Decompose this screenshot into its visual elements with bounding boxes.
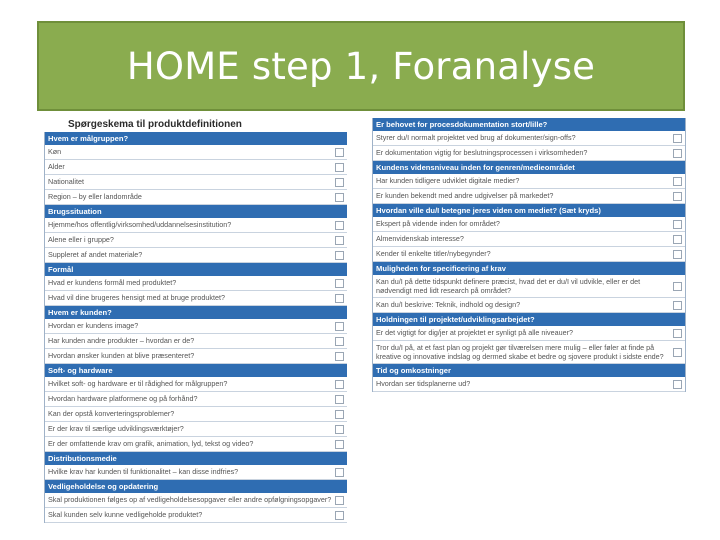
question-row: Ekspert på vidende inden for området? [373, 217, 685, 232]
question-row: Hvad er kundens formål med produktet? [45, 276, 347, 291]
questionnaire-title: Spørgeskema til produktdefinitionen [68, 119, 242, 130]
question-row: Hjemme/hos offentlig/virksomhed/uddannelsesinstitution? [45, 218, 347, 233]
question-row: Tror du/I på, at et fast plan og projekt gør tilværelsen mere mulig – eller føler at finde på kreative og innovative indslag og dermed skabe et bedre og sjovere produkt i sidste ende? [373, 341, 685, 364]
question-row: Skal kunden selv kunne vedligeholde produktet? [45, 508, 347, 523]
section-header: Holdningen til projektet/udviklingsarbejdet? [373, 313, 685, 326]
section-header: Brugssituation [45, 205, 347, 218]
question-row: Er der krav til særlige udviklingsværktøjer? [45, 422, 347, 437]
question-row: Suppleret af andet materiale? [45, 248, 347, 263]
question-row: Almenvidenskab interesse? [373, 232, 685, 247]
question-row: Nationalitet [45, 175, 347, 190]
section-header: Er behovet for procesdokumentation stort/lille? [373, 118, 685, 131]
section-header: Vedligeholdelse og opdatering [45, 480, 347, 493]
section-header: Formål [45, 263, 347, 276]
question-row: Alder [45, 160, 347, 175]
question-row: Kan du/I på dette tidspunkt definere præcist, hvad det er du/I vil udvikle, eller er det nødvendigt med lidt research på området? [373, 275, 685, 298]
section-header: Hvem er målgruppen? [45, 132, 347, 145]
question-row: Hvordan ønsker kunden at blive præsenteret? [45, 349, 347, 364]
section-header: Hvem er kunden? [45, 306, 347, 319]
question-row: Kender til enkelte titler/nybegynder? [373, 247, 685, 262]
question-row: Hvordan hardware platformene og på forhånd? [45, 392, 347, 407]
slide-title-bar [37, 21, 685, 111]
question-row: Hvilket soft- og hardware er til rådighed for målgruppen? [45, 377, 347, 392]
section-header: Muligheden for specificering af krav [373, 262, 685, 275]
question-row: Skal produktionen følges op af vedligeholdelsesopgaver eller andre opfølgningsopgaver? [45, 493, 347, 508]
question-row: Hvad vil dine brugeres hensigt med at bruge produktet? [45, 291, 347, 306]
question-row: Kan der opstå konverteringsproblemer? [45, 407, 347, 422]
question-row: Kan du/I beskrive: Teknik, indhold og design? [373, 298, 685, 313]
question-row: Køn [45, 145, 347, 160]
question-row: Er det vigtigt for dig/jer at projektet er synligt på alle niveauer? [373, 326, 685, 341]
right-section-list [372, 118, 686, 392]
question-row: Styrer du/I normalt projektet ved brug af dokumenter/sign-offs? [373, 131, 685, 146]
section-header: Hvordan ville du/I betegne jeres viden om mediet? (Sæt kryds) [373, 204, 685, 217]
question-row: Har kunden andre produkter – hvordan er de? [45, 334, 347, 349]
question-row: Hvordan ser tidsplanerne ud? [373, 377, 685, 392]
question-row: Er der omfattende krav om grafik, animation, lyd, tekst og video? [45, 437, 347, 452]
section-header: Soft- og hardware [45, 364, 347, 377]
question-row: Hvordan er kundens image? [45, 319, 347, 334]
question-row: Region – by eller landområde [45, 190, 347, 205]
left-section-list [44, 132, 347, 523]
question-row: Har kunden tidligere udviklet digitale medier? [373, 174, 685, 189]
question-row: Er kunden bekendt med andre udgivelser på markedet? [373, 189, 685, 204]
section-header: Tid og omkostninger [373, 364, 685, 377]
section-header: Kundens vidensniveau inden for genren/medieområdet [373, 161, 685, 174]
question-row: Hvilke krav har kunden til funktionalitet – kan disse indfries? [45, 465, 347, 480]
questionnaire-right-column [372, 118, 686, 392]
slide-title: HOME step 1, Foranalyse [126, 44, 596, 88]
question-row: Alene eller i gruppe? [45, 233, 347, 248]
question-row: Er dokumentation vigtig for beslutningsprocessen i virksomheden? [373, 146, 685, 161]
questionnaire-left-column [44, 118, 347, 523]
section-header: Distributionsmedie [45, 452, 347, 465]
